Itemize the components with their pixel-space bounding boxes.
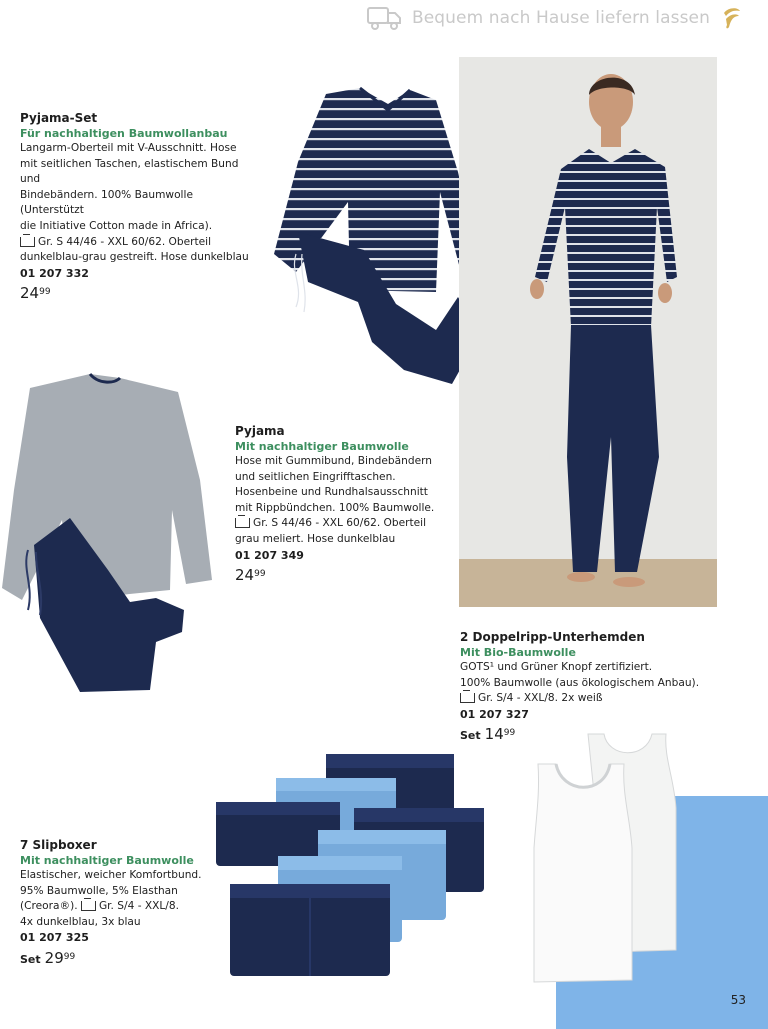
product-subtitle: Mit nachhaltiger Baumwolle (20, 854, 194, 867)
price-cents: 99 (39, 287, 51, 298)
description-line: die Initiative Cotton made in Africa). (20, 219, 213, 232)
description-line: und seitlichen Eingrifftaschen. (235, 470, 396, 483)
description-line: 4x dunkelblau, 3x blau (20, 915, 141, 928)
size-text: Gr. S/4 - XXL/8. (98, 900, 179, 913)
description-line: mit seitlichen Taschen, elastischem Bund und (20, 157, 239, 186)
article-number: 01 207 325 (20, 931, 89, 945)
description-line: GOTS¹ und Grüner Knopf zertifiziert. (460, 661, 653, 673)
tank-tops-image (526, 728, 682, 984)
product-title: Pyjama-Set (20, 111, 98, 125)
model-photo (459, 57, 717, 607)
care-line (460, 691, 740, 707)
description-line: dunkelblau-grau gestreift. Hose dunkelblau (20, 251, 249, 264)
product-subtitle: Mit nachhaltiger Baumwolle (235, 440, 409, 453)
care-line (20, 235, 260, 251)
striped-pyjama-image (268, 82, 486, 394)
product-subtitle: Mit Bio-Baumwolle (460, 646, 576, 659)
product-undershirts (460, 629, 740, 746)
price (20, 948, 240, 970)
size-text: Gr. S/4 - XXL/8. 2x weiß (478, 692, 603, 705)
product-title: 2 Doppelripp-Unterhemden (460, 630, 645, 644)
page-number: 53 (730, 993, 746, 1007)
care-prefix: (Creora®). (20, 900, 78, 913)
price (235, 565, 465, 585)
header (366, 4, 742, 32)
set-label: Set (20, 952, 41, 966)
description-line: Elastischer, weicher Komfortbund. (20, 869, 202, 881)
article-number: 01 207 327 (460, 707, 529, 721)
product-title: Pyjama (235, 424, 285, 438)
price-cents: 99 (63, 951, 76, 962)
description-line: grau meliert. Hose dunkelblau (235, 532, 396, 545)
description-line: Langarm-Oberteil mit V-Ausschnitt. Hose (20, 142, 237, 154)
description-line: 95% Baumwolle, 5% Elasthan (20, 884, 178, 897)
size-text: Gr. S 44/46 - XXL 60/62. Oberteil (38, 235, 212, 248)
description-line: Hose mit Gummibund, Bindebändern (235, 455, 432, 467)
price-main: 14 (484, 725, 504, 744)
price-cents: 99 (503, 728, 516, 739)
article-number: 01 207 332 (20, 266, 89, 280)
price (20, 283, 260, 303)
care-line (20, 899, 240, 915)
washing-icon (460, 693, 475, 703)
product-subtitle: Für nachhaltigen Baumwollanbau (20, 127, 228, 140)
description-line: mit Rippbündchen. 100% Baumwolle. (235, 501, 435, 514)
tchibo-logo (720, 5, 742, 31)
article-number: 01 207 349 (235, 548, 304, 562)
boxer-shorts-image (214, 752, 486, 978)
description-line: Hosenbeine und Rundhalsausschnitt (235, 486, 428, 499)
truck-icon (366, 4, 402, 32)
description-line: 100% Baumwolle (aus ökologischem Anbau). (460, 676, 700, 689)
washing-icon (235, 518, 250, 528)
price (460, 724, 740, 746)
care-line (235, 516, 465, 532)
product-title: 7 Slipboxer (20, 838, 97, 852)
price-main: 24 (235, 566, 255, 585)
product-slipboxer (20, 837, 240, 970)
size-text: Gr. S 44/46 - XXL 60/62. Oberteil (253, 517, 427, 530)
washing-icon (20, 237, 35, 247)
grey-pyjama-image (0, 370, 212, 700)
price-main: 24 (20, 284, 40, 303)
price-main: 29 (44, 948, 64, 967)
set-label: Set (460, 729, 481, 743)
delivery-text: Bequem nach Hause liefern lassen (411, 8, 710, 28)
product-pyjama-set (20, 110, 260, 303)
price-cents: 99 (254, 569, 266, 580)
description-line: Bindebändern. 100% Baumwolle (Unterstützt (20, 188, 193, 217)
product-pyjama (235, 423, 465, 585)
washing-icon (81, 901, 96, 911)
